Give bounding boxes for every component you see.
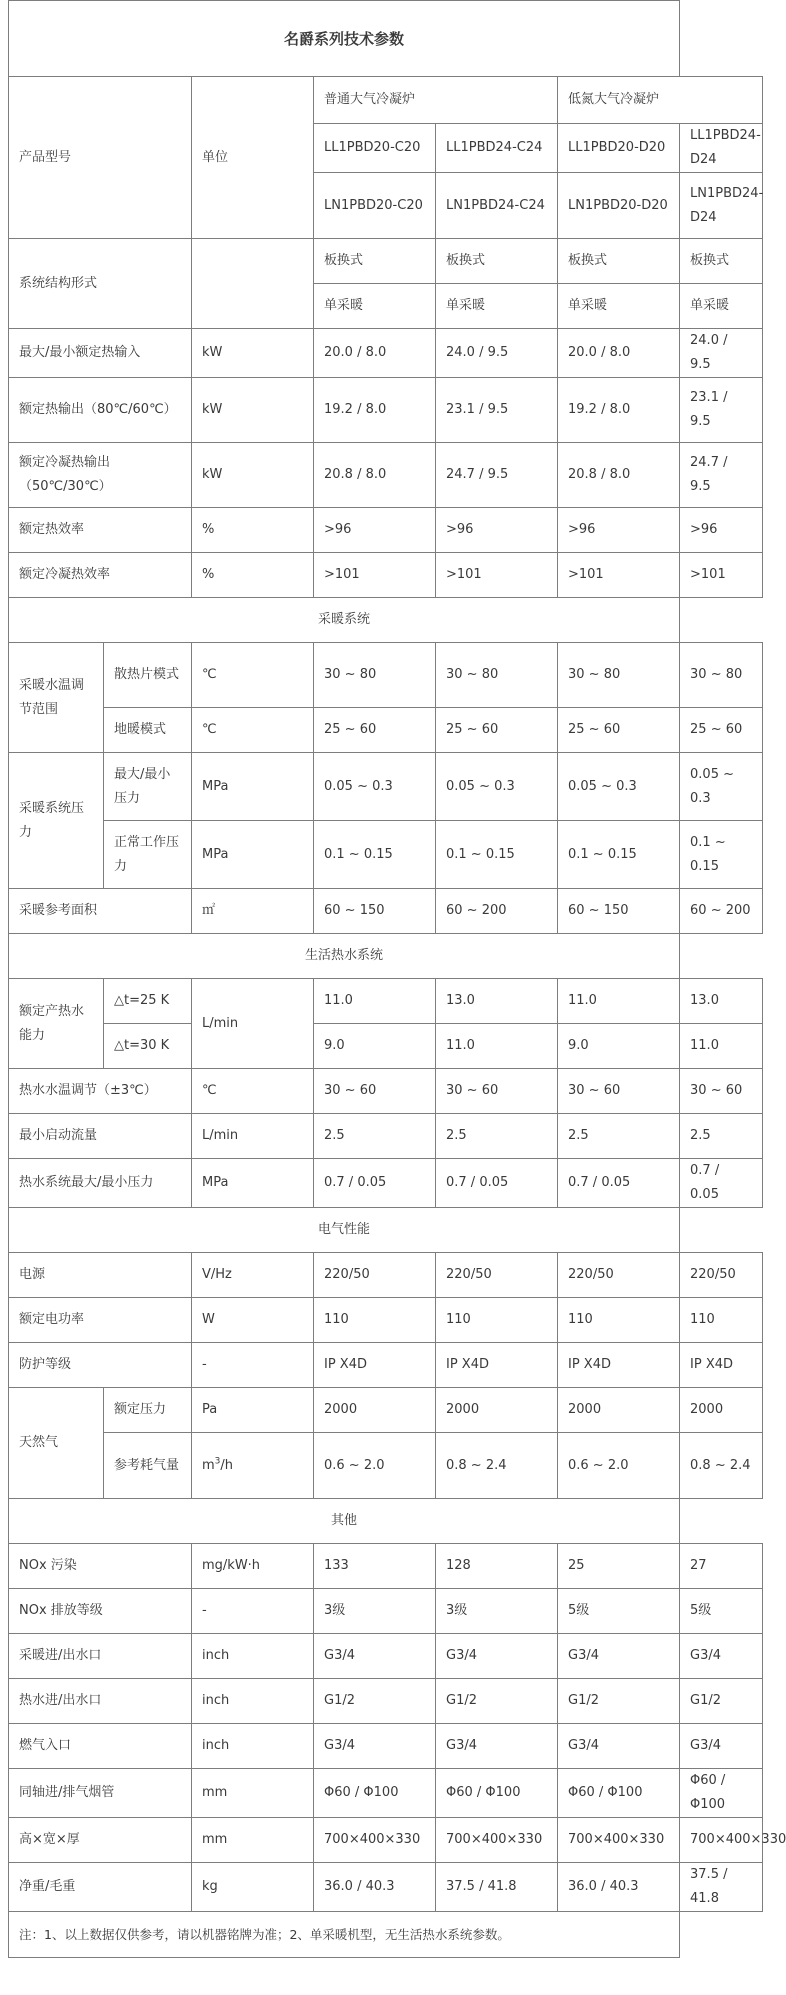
value-cell: 220/50 <box>680 1253 763 1298</box>
row-label: 额定热效率 <box>9 508 192 553</box>
value-cell: 220/50 <box>558 1253 680 1298</box>
value-cell: 25 ~ 60 <box>680 708 763 753</box>
value-cell: 110 <box>558 1298 680 1343</box>
row-label: 燃气入口 <box>9 1724 192 1769</box>
value-cell: 700×400×330 <box>558 1818 680 1863</box>
value-cell: 2000 <box>436 1388 558 1433</box>
value-cell: 220/50 <box>314 1253 436 1298</box>
row-label: 防护等级 <box>9 1343 192 1388</box>
value-cell: 30 ~ 80 <box>558 643 680 708</box>
value-cell: >101 <box>680 553 763 598</box>
value-cell: 30 ~ 60 <box>314 1069 436 1114</box>
unit-cell: % <box>192 508 314 553</box>
value-cell: G3/4 <box>680 1724 763 1769</box>
unit-cell: % <box>192 553 314 598</box>
value-cell: 19.2 / 8.0 <box>558 378 680 443</box>
unit-cell: L/min <box>192 1114 314 1159</box>
row-label: 额定冷凝热效率 <box>9 553 192 598</box>
value-cell: 2.5 <box>314 1114 436 1159</box>
value-cell: 11.0 <box>314 979 436 1024</box>
value-cell: 24.7 / 9.5 <box>680 443 763 508</box>
value-cell: 5级 <box>680 1589 763 1634</box>
sub-label: 最大/最小压力 <box>104 753 192 821</box>
value-cell: 37.5 / 41.8 <box>436 1863 558 1912</box>
unit-cell <box>192 239 314 329</box>
value-cell: 2000 <box>314 1388 436 1433</box>
row-label: 最小启动流量 <box>9 1114 192 1159</box>
unit-cell: inch <box>192 1724 314 1769</box>
value-cell: 30 ~ 60 <box>680 1069 763 1114</box>
unit-cell: ℃ <box>192 708 314 753</box>
value-cell: G3/4 <box>314 1724 436 1769</box>
value-cell: G3/4 <box>558 1724 680 1769</box>
value-cell: >96 <box>436 508 558 553</box>
model-ll: LL1PBD24-D24 <box>680 124 763 173</box>
value-cell: 24.7 / 9.5 <box>436 443 558 508</box>
row-label: 热水系统最大/最小压力 <box>9 1159 192 1208</box>
value-cell: 板换式 <box>680 239 763 284</box>
sub-label: △t=25 K <box>104 979 192 1024</box>
row-label: 额定电功率 <box>9 1298 192 1343</box>
value-cell: 0.8 ~ 2.4 <box>680 1433 763 1499</box>
value-cell: 0.1 ~ 0.15 <box>558 821 680 889</box>
value-cell: 60 ~ 150 <box>314 889 436 934</box>
value-cell: 2.5 <box>558 1114 680 1159</box>
unit-cell: - <box>192 1589 314 1634</box>
value-cell: 220/50 <box>436 1253 558 1298</box>
row-label: 额定冷凝热输出（50℃/30℃） <box>9 443 192 508</box>
value-cell: 25 ~ 60 <box>314 708 436 753</box>
model-ln: LN1PBD24-D24 <box>680 173 763 239</box>
value-cell: 0.7 / 0.05 <box>558 1159 680 1208</box>
value-cell: 36.0 / 40.3 <box>314 1863 436 1912</box>
value-cell: 37.5 / 41.8 <box>680 1863 763 1912</box>
value-cell: 板换式 <box>314 239 436 284</box>
value-cell: G1/2 <box>436 1679 558 1724</box>
value-cell: 0.7 / 0.05 <box>314 1159 436 1208</box>
value-cell: 13.0 <box>680 979 763 1024</box>
value-cell: G3/4 <box>680 1634 763 1679</box>
unit-cell: Pa <box>192 1388 314 1433</box>
row-label: NOx 排放等级 <box>9 1589 192 1634</box>
value-cell: 0.1 ~ 0.15 <box>314 821 436 889</box>
value-cell: G1/2 <box>558 1679 680 1724</box>
value-cell: 2000 <box>558 1388 680 1433</box>
value-cell: 3级 <box>436 1589 558 1634</box>
value-cell: 单采暖 <box>436 284 558 329</box>
row-label: 最大/最小额定热输入 <box>9 329 192 378</box>
value-cell: 700×400×330 <box>314 1818 436 1863</box>
row-label: 电源 <box>9 1253 192 1298</box>
value-cell: 9.0 <box>314 1024 436 1069</box>
value-cell: 0.8 ~ 2.4 <box>436 1433 558 1499</box>
unit-cell: V/Hz <box>192 1253 314 1298</box>
value-cell: 128 <box>436 1544 558 1589</box>
value-cell: 19.2 / 8.0 <box>314 378 436 443</box>
value-cell: 板换式 <box>436 239 558 284</box>
value-cell: 25 ~ 60 <box>558 708 680 753</box>
value-cell: 20.8 / 8.0 <box>558 443 680 508</box>
value-cell: 11.0 <box>558 979 680 1024</box>
sub-label: 额定压力 <box>104 1388 192 1433</box>
value-cell: 60 ~ 200 <box>680 889 763 934</box>
value-cell: >101 <box>558 553 680 598</box>
value-cell: 133 <box>314 1544 436 1589</box>
row-label: NOx 污染 <box>9 1544 192 1589</box>
section-heading: 其他 <box>9 1499 680 1544</box>
model-ln: LN1PBD20-D20 <box>558 173 680 239</box>
model-ll: LL1PBD24-C24 <box>436 124 558 173</box>
unit-cell: inch <box>192 1679 314 1724</box>
unit-cell: mm <box>192 1818 314 1863</box>
value-cell: 5级 <box>558 1589 680 1634</box>
group-label: 采暖水温调节范围 <box>9 643 104 753</box>
value-cell: 24.0 / 9.5 <box>436 329 558 378</box>
value-cell: 60 ~ 200 <box>436 889 558 934</box>
value-cell: IP X4D <box>680 1343 763 1388</box>
value-cell: 11.0 <box>680 1024 763 1069</box>
value-cell: 20.0 / 8.0 <box>314 329 436 378</box>
value-cell: >96 <box>680 508 763 553</box>
value-cell: 单采暖 <box>680 284 763 329</box>
value-cell: 25 <box>558 1544 680 1589</box>
value-cell: G3/4 <box>436 1724 558 1769</box>
row-label: 高×宽×厚 <box>9 1818 192 1863</box>
value-cell: 2.5 <box>436 1114 558 1159</box>
value-cell: 0.05 ~ 0.3 <box>314 753 436 821</box>
value-cell: 20.8 / 8.0 <box>314 443 436 508</box>
value-cell: 2000 <box>680 1388 763 1433</box>
value-cell: >101 <box>436 553 558 598</box>
unit-cell: MPa <box>192 1159 314 1208</box>
row-label: 热水进/出水口 <box>9 1679 192 1724</box>
value-cell: 2.5 <box>680 1114 763 1159</box>
value-cell: 单采暖 <box>314 284 436 329</box>
unit-cell: $m^3/h$ <box>192 1433 314 1499</box>
value-cell: 27 <box>680 1544 763 1589</box>
value-cell: 110 <box>314 1298 436 1343</box>
value-cell: 700×400×330 <box>680 1818 763 1863</box>
table-title: 名爵系列技术参数 <box>9 1 680 77</box>
value-cell: Φ60 / Φ100 <box>436 1769 558 1818</box>
unit-cell: kW <box>192 378 314 443</box>
sub-label: △t=30 K <box>104 1024 192 1069</box>
unit-cell: mg/kW·h <box>192 1544 314 1589</box>
value-cell: G1/2 <box>314 1679 436 1724</box>
value-cell: 110 <box>436 1298 558 1343</box>
value-cell: 0.05 ~ 0.3 <box>436 753 558 821</box>
value-cell: IP X4D <box>314 1343 436 1388</box>
section-heading: 采暖系统 <box>9 598 680 643</box>
value-cell: 30 ~ 80 <box>436 643 558 708</box>
row-label: 净重/毛重 <box>9 1863 192 1912</box>
row-label: 采暖进/出水口 <box>9 1634 192 1679</box>
unit-header: 单位 <box>192 77 314 239</box>
value-cell: 30 ~ 80 <box>314 643 436 708</box>
section-heading: 生活热水系统 <box>9 934 680 979</box>
value-cell: >101 <box>314 553 436 598</box>
model-ln: LN1PBD24-C24 <box>436 173 558 239</box>
unit-cell: ㎡ <box>192 889 314 934</box>
value-cell: 23.1 / 9.5 <box>436 378 558 443</box>
value-cell: >96 <box>314 508 436 553</box>
model-ln: LN1PBD20-C20 <box>314 173 436 239</box>
group-label: 采暖系统压力 <box>9 753 104 889</box>
unit-cell: mm <box>192 1769 314 1818</box>
value-cell: Φ60 / Φ100 <box>558 1769 680 1818</box>
row-label: 额定热输出（80℃/60℃） <box>9 378 192 443</box>
row-label: 采暖参考面积 <box>9 889 192 934</box>
value-cell: Φ60 / Φ100 <box>680 1769 763 1818</box>
value-cell: G3/4 <box>436 1634 558 1679</box>
group-normal-header: 普通大气冷凝炉 <box>314 77 558 124</box>
value-cell: 700×400×330 <box>436 1818 558 1863</box>
sub-label: 地暖模式 <box>104 708 192 753</box>
structure-label: 系统结构形式 <box>9 239 192 329</box>
value-cell: 110 <box>680 1298 763 1343</box>
model-ll: LL1PBD20-D20 <box>558 124 680 173</box>
sub-label: 参考耗气量 <box>104 1433 192 1499</box>
value-cell: 0.1 ~ 0.15 <box>436 821 558 889</box>
value-cell: >96 <box>558 508 680 553</box>
unit-cell: inch <box>192 1634 314 1679</box>
section-heading: 电气性能 <box>9 1208 680 1253</box>
value-cell: 0.05 ~ 0.3 <box>680 753 763 821</box>
value-cell: 60 ~ 150 <box>558 889 680 934</box>
sub-label: 散热片模式 <box>104 643 192 708</box>
value-cell: 13.0 <box>436 979 558 1024</box>
value-cell: 3级 <box>314 1589 436 1634</box>
unit-cell: kW <box>192 443 314 508</box>
unit-cell: MPa <box>192 753 314 821</box>
value-cell: 单采暖 <box>558 284 680 329</box>
value-cell: 9.0 <box>558 1024 680 1069</box>
value-cell: 0.7 / 0.05 <box>680 1159 763 1208</box>
value-cell: 20.0 / 8.0 <box>558 329 680 378</box>
value-cell: G1/2 <box>680 1679 763 1724</box>
value-cell: 0.6 ~ 2.0 <box>558 1433 680 1499</box>
unit-cell: - <box>192 1343 314 1388</box>
unit-cell: L/min <box>192 979 314 1069</box>
group-lownox-header: 低氮大气冷凝炉 <box>558 77 763 124</box>
value-cell: IP X4D <box>436 1343 558 1388</box>
value-cell: 0.1 ~ 0.15 <box>680 821 763 889</box>
unit-cell: ℃ <box>192 643 314 708</box>
value-cell: 0.7 / 0.05 <box>436 1159 558 1208</box>
value-cell: 24.0 / 9.5 <box>680 329 763 378</box>
group-label: 天然气 <box>9 1388 104 1499</box>
value-cell: 36.0 / 40.3 <box>558 1863 680 1912</box>
model-ll: LL1PBD20-C20 <box>314 124 436 173</box>
product-model-label: 产品型号 <box>9 77 192 239</box>
value-cell: 0.05 ~ 0.3 <box>558 753 680 821</box>
group-label: 额定产热水能力 <box>9 979 104 1069</box>
value-cell: 23.1 / 9.5 <box>680 378 763 443</box>
unit-cell: W <box>192 1298 314 1343</box>
value-cell: G3/4 <box>314 1634 436 1679</box>
value-cell: 25 ~ 60 <box>436 708 558 753</box>
spec-table <box>8 0 786 1958</box>
value-cell: 11.0 <box>436 1024 558 1069</box>
value-cell: 30 ~ 80 <box>680 643 763 708</box>
row-label: 同轴进/排气烟管 <box>9 1769 192 1818</box>
value-cell: 30 ~ 60 <box>558 1069 680 1114</box>
value-cell: Φ60 / Φ100 <box>314 1769 436 1818</box>
value-cell: 0.6 ~ 2.0 <box>314 1433 436 1499</box>
unit-cell: kW <box>192 329 314 378</box>
row-label: 热水水温调节（±3℃） <box>9 1069 192 1114</box>
value-cell: IP X4D <box>558 1343 680 1388</box>
sub-label: 正常工作压力 <box>104 821 192 889</box>
footnote: 注：1、以上数据仅供参考，请以机器铭牌为准；2、单采暖机型，无生活热水系统参数。 <box>9 1912 680 1958</box>
unit-cell: ℃ <box>192 1069 314 1114</box>
value-cell: 板换式 <box>558 239 680 284</box>
unit-cell: MPa <box>192 821 314 889</box>
unit-cell: kg <box>192 1863 314 1912</box>
value-cell: 30 ~ 60 <box>436 1069 558 1114</box>
value-cell: G3/4 <box>558 1634 680 1679</box>
